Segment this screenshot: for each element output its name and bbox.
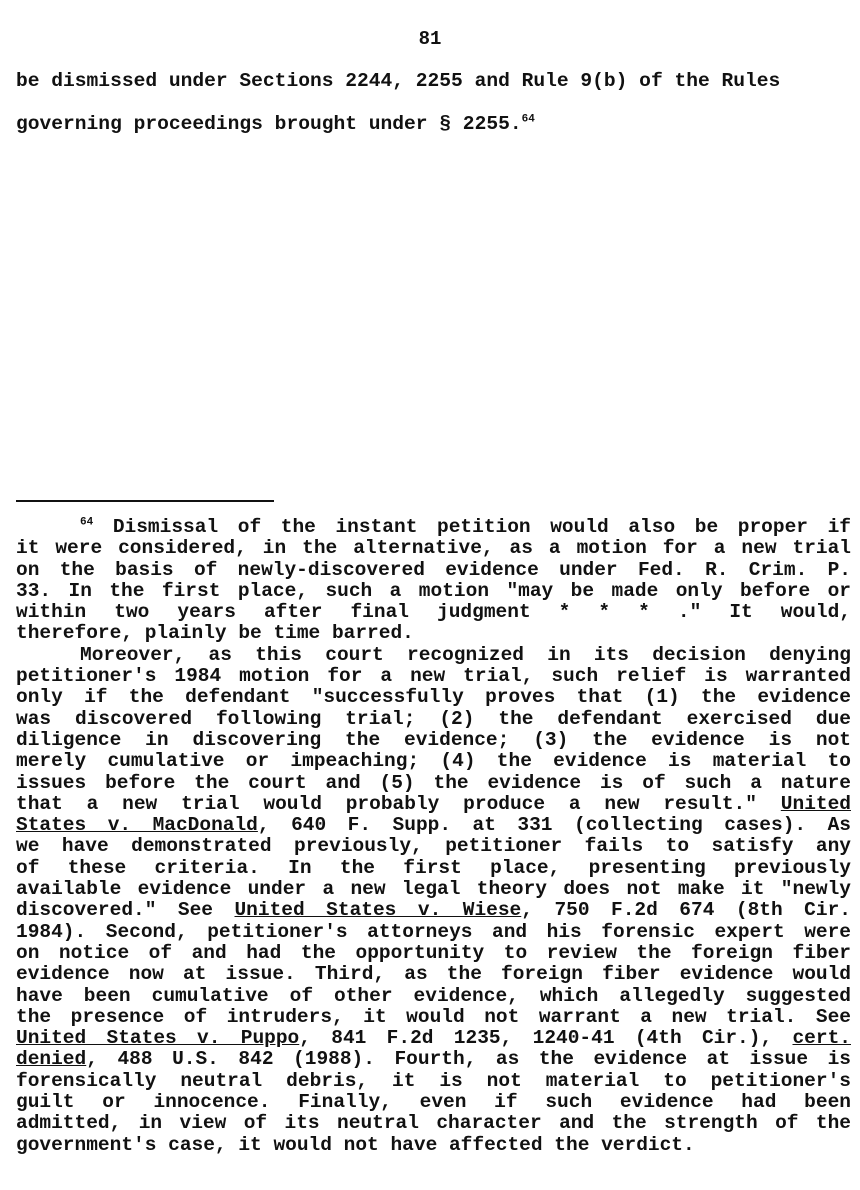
- footnote-line: within two years after final judgment * * * ." It would,: [16, 602, 851, 624]
- footnote-line: petitioner's 1984 motion for a new trial, such relief is warranted: [16, 666, 851, 688]
- footnote-line: only if the defendant "successfully proves that (1) the evidence: [16, 687, 851, 709]
- footnote-line: have been cumulative of other evidence, which allegedly suggested: [16, 985, 851, 1007]
- footnote-line: was discovered following trial; (2) the defendant exercised due: [16, 708, 851, 730]
- footnote-line: discovered." See United States v. Wiese, 750 F.2d 674 (8th Cir.: [16, 900, 851, 922]
- footnote-line: denied, 488 U.S. 842 (1988). Fourth, as the evidence at issue is: [16, 1049, 851, 1071]
- footnote-line: the presence of intruders, it would not warrant a new trial. See: [16, 1006, 851, 1028]
- footnote-line: issues before the court and (5) the evidence is of such a nature: [16, 772, 851, 794]
- footnote-line: on the basis of newly-discovered evidence under Fed. R. Crim. P.: [16, 559, 851, 581]
- footnote-line: 1984). Second, petitioner's attorneys and his forensic expert were: [16, 921, 851, 943]
- footnote-line: of these criteria. In the first place, presenting previously: [16, 857, 851, 879]
- case-citation: United States v. Wiese: [234, 900, 522, 922]
- footnote-64: [16, 517, 851, 1156]
- footnote-line: $^{64}$ Dismissal of the instant petition would also be proper if: [80, 517, 851, 538]
- footnote-reference: 64: [521, 113, 535, 126]
- case-citation: cert.: [792, 1028, 851, 1050]
- footnote-marker: 64: [80, 517, 94, 529]
- body-line-2-text: governing proceedings brought under § 2255.: [16, 113, 522, 135]
- footnote-divider: [16, 500, 274, 502]
- page-number: 81: [418, 28, 442, 50]
- footnote-line: that a new trial would probably produce a new result." United: [16, 793, 851, 815]
- footnote-line: we have demonstrated previously, petitioner fails to satisfy any: [16, 836, 851, 858]
- footnote-line: guilt or innocence. Finally, even if such evidence had been: [16, 1092, 851, 1114]
- case-citation: United: [780, 793, 851, 815]
- body-line-1: be dismissed under Sections 2244, 2255 and Rule 9(b) of the Rules: [16, 70, 781, 92]
- footnote-line: on notice of and had the opportunity to review the foreign fiber: [16, 942, 851, 964]
- footnote-line: available evidence under a new legal theory does not make it "newly: [16, 879, 851, 901]
- footnote-line: States v. MacDonald, 640 F. Supp. at 331 (collecting cases). As: [16, 815, 851, 837]
- footnote-line: evidence now at issue. Third, as the foreign fiber evidence would: [16, 964, 851, 986]
- case-citation: denied: [16, 1049, 87, 1071]
- footnote-line: Moreover, as this court recognized in its decision denying: [80, 644, 851, 666]
- footnote-line: government's case, it would not have affected the verdict.: [16, 1134, 695, 1156]
- footnote-line: merely cumulative or impeaching; (4) the evidence is material to: [16, 751, 851, 773]
- footnote-line: diligence in discovering the evidence; (3) the evidence is not: [16, 729, 851, 751]
- footnote-line: United States v. Puppo, 841 F.2d 1235, 1240-41 (4th Cir.), cert.: [16, 1028, 851, 1050]
- footnote-line: forensically neutral debris, it is not material to petitioner's: [16, 1070, 851, 1092]
- footnote-line: therefore, plainly be time barred.: [16, 623, 414, 645]
- case-citation: States v. MacDonald: [16, 815, 258, 837]
- body-line-2: [16, 113, 851, 135]
- footnote-line: it were considered, in the alternative, as a motion for a new trial: [16, 538, 851, 560]
- footnote-line: admitted, in view of its neutral character and the strength of the: [16, 1113, 851, 1135]
- case-citation: United States v. Puppo: [16, 1028, 300, 1050]
- footnote-line: 33. In the first place, such a motion "may be made only before or: [16, 580, 851, 602]
